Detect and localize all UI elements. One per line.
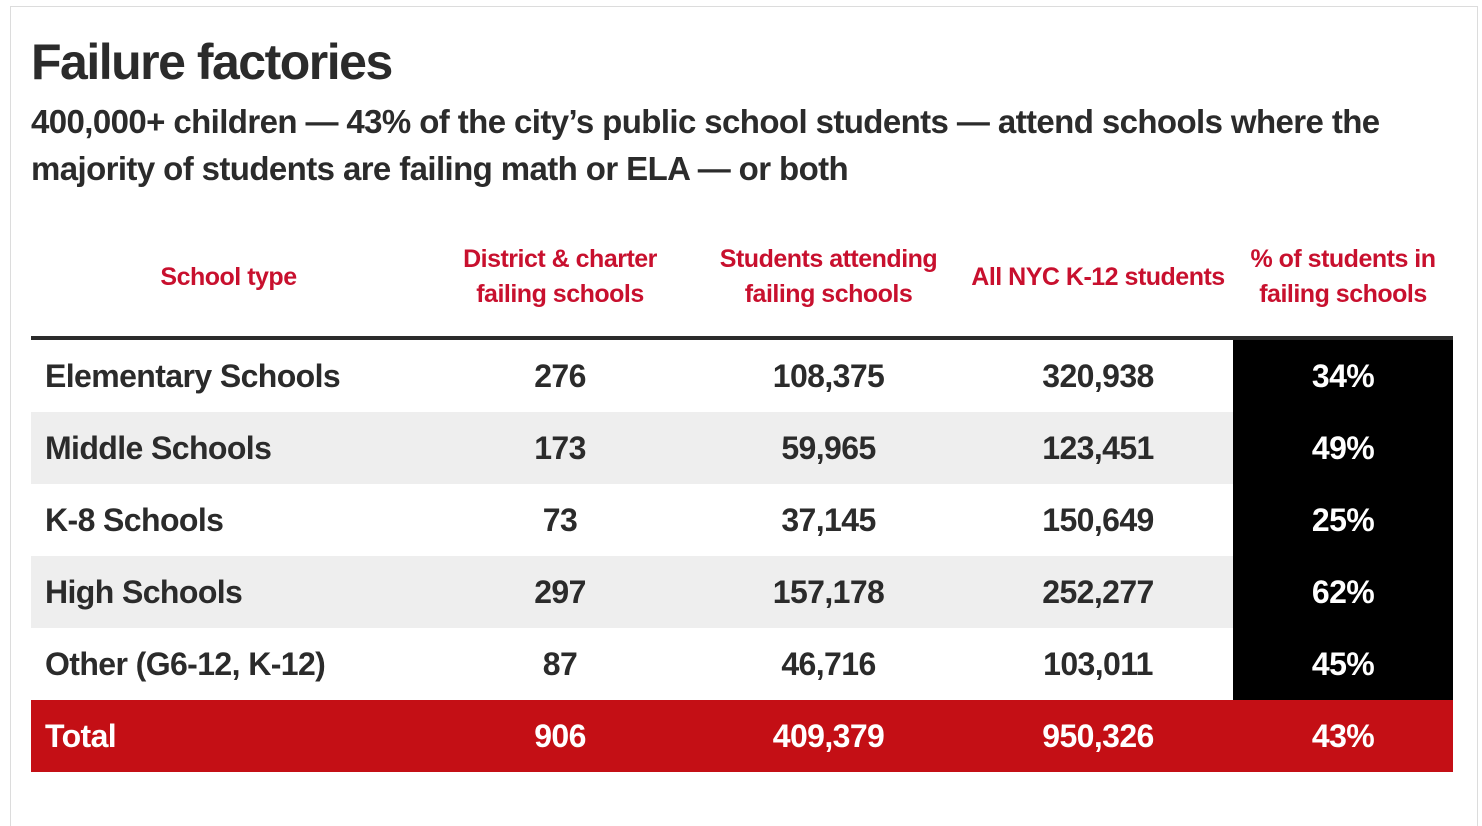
failing-schools-cell: 173 [426, 412, 694, 484]
percent-cell: 49% [1233, 412, 1453, 484]
column-header-percent: % of students in failing schools [1233, 218, 1453, 338]
column-header-students-failing: Students attending failing schools [694, 218, 963, 338]
failing-schools-cell: 87 [542, 645, 578, 682]
students-failing-cell: 157,178 [694, 556, 963, 628]
row-label: Elementary Schools [45, 357, 341, 394]
all-students-cell: 320,938 [1042, 357, 1154, 394]
all-students-cell: 123,451 [963, 412, 1233, 484]
failing-schools-cell: 297 [426, 556, 694, 628]
total-all-students: 950,326 [963, 700, 1233, 772]
column-header-all-students: All NYC K-12 students [963, 218, 1233, 338]
total-failing-schools: 906 [426, 700, 694, 772]
students-failing-cell: 108,375 [772, 357, 885, 394]
percent-cell: 45% [1233, 628, 1453, 700]
all-students-cell: 252,277 [963, 556, 1233, 628]
column-header-failing-schools: District & charter failing schools [426, 218, 694, 338]
table-row [31, 412, 1453, 484]
students-failing-cell: 59,965 [694, 412, 963, 484]
table-row [31, 484, 1453, 556]
failing-schools-table [31, 218, 1453, 772]
percent-cell: 62% [1233, 556, 1453, 628]
chart-subtitle: 400,000+ children — 43% of the city’s public school students — attend schools where the majority of students are failing math or ELA — or both [31, 103, 1380, 187]
table-row [31, 628, 1453, 700]
total-label: Total [31, 700, 426, 772]
students-failing-cell: 37,145 [781, 501, 876, 538]
column-header-school-type: School type [31, 218, 426, 338]
row-label: Other (G6-12, K-12) [45, 645, 326, 682]
all-students-cell: 150,649 [1042, 501, 1154, 538]
failing-schools-cell: 276 [534, 357, 586, 394]
students-failing-cell: 46,716 [781, 645, 876, 682]
row-label: High Schools [31, 556, 426, 628]
row-label: K-8 Schools [45, 501, 224, 538]
percent-cell: 25% [1233, 484, 1453, 556]
total-row [31, 700, 1453, 772]
total-students-failing: 409,379 [694, 700, 963, 772]
total-percent: 43% [1233, 700, 1453, 772]
table-row [31, 338, 1453, 412]
header-row [31, 218, 1453, 338]
percent-cell: 34% [1233, 338, 1453, 412]
all-students-cell: 103,011 [1043, 645, 1153, 682]
table-row [31, 556, 1453, 628]
chart-title: Failure factories [31, 34, 392, 90]
failing-schools-cell: 73 [542, 501, 578, 538]
row-label: Middle Schools [31, 412, 426, 484]
